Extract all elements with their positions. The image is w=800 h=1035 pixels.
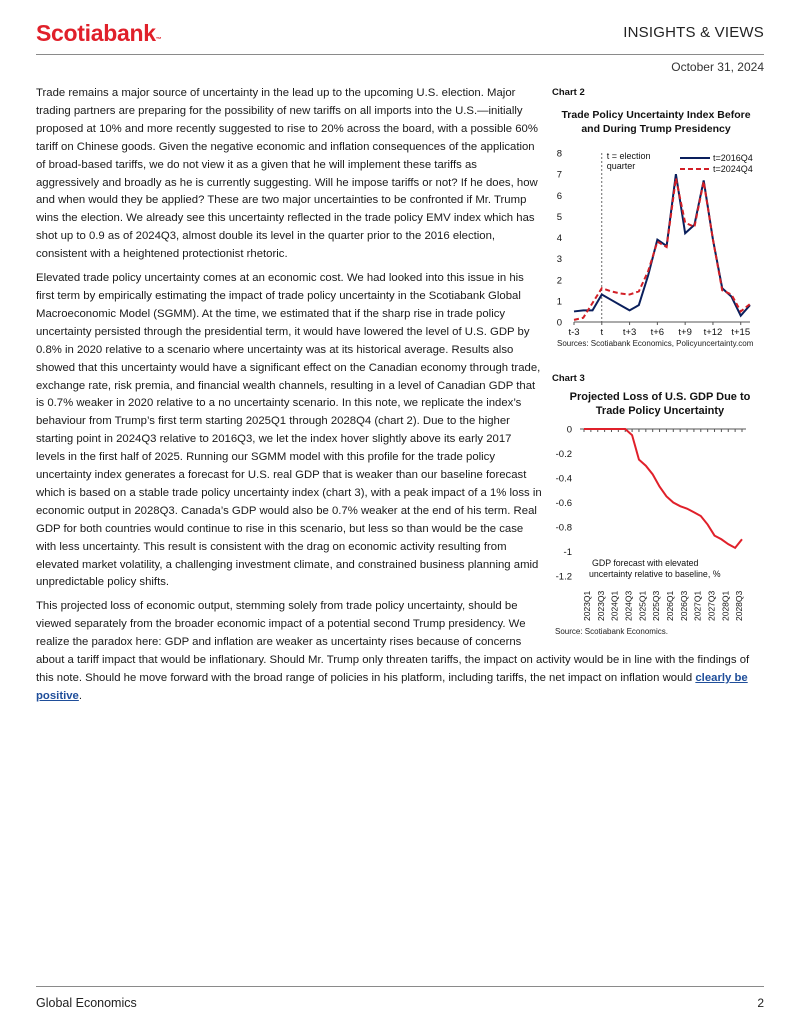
x-tick-label: 2025Q3 (651, 590, 662, 621)
chart-3-label: Chart 3 (552, 373, 585, 384)
chart-3-plot (530, 420, 770, 625)
x-tick-label: 2026Q3 (678, 590, 689, 621)
y-tick-label: 0 (566, 424, 572, 436)
x-tick-label: t+3 (622, 327, 637, 338)
footer-divider (36, 986, 764, 987)
trademark: ™ (155, 37, 162, 43)
page-number: 2 (757, 996, 764, 1010)
brand-name: Scotiabank (36, 20, 156, 46)
x-tick-label: t+6 (650, 327, 665, 338)
annotation-line-1: t = election (606, 151, 651, 161)
y-tick-label: 0 (556, 317, 562, 329)
x-tick-label: 2028Q1 (720, 590, 731, 621)
legend-label: t=2024Q4 (713, 164, 753, 174)
y-tick-label: -0.4 (555, 473, 572, 485)
x-tick-label: t+15 (731, 327, 751, 338)
x-tick-label: t+12 (703, 327, 723, 338)
paragraph-3-end: . (78, 689, 83, 702)
y-tick-label: 7 (556, 169, 562, 181)
gdp-loss-line (584, 429, 742, 548)
clearly-be-positive-link[interactable]: clearly be positive (36, 672, 748, 702)
x-tick-label: t (600, 327, 604, 338)
x-tick-label: t-3 (568, 327, 580, 338)
chart-2-plot (530, 140, 770, 340)
x-tick-label: t+9 (678, 327, 692, 338)
paragraph-3-text: This projected loss of economic output, stemming solely from trade policy uncertainty, should be viewed separately from the broader economic impact of a potential second Trump presidency. We realize the paradox here: GDP and inflation are weaker as uncertainty rises because of concerns about a tariff impact that would be inflationary. Should Mr. Trump only threaten tariffs, the impact on activity would be in line with the findings of this note. Should he move forward with the broad range of policies in his platform, including tariffs, the net impact on inflation would (36, 600, 750, 684)
y-tick-label: -0.2 (555, 449, 572, 460)
x-tick-label: 2027Q3 (706, 590, 717, 621)
y-tick-label: 2 (556, 275, 562, 287)
chart-2-title: Trade Policy Uncertainty Index Before and During Trump Presidency (561, 109, 751, 135)
chart-3-source: Source: Scotiabank Economics. (555, 627, 668, 636)
annotation-line-1: GDP forecast with elevated (592, 558, 699, 568)
x-tick-label: 2027Q1 (692, 590, 703, 621)
chart-2-source: Sources: Scotiabank Economics, Policyuncertainty.com (557, 339, 754, 348)
x-tick-label: 2024Q3 (623, 590, 634, 621)
series-line-t2016Q4 (574, 174, 750, 316)
legend-label: t=2016Q4 (713, 153, 753, 163)
y-tick-label: 3 (556, 254, 562, 266)
y-tick-label: -0.8 (555, 522, 572, 534)
x-tick-label: 2028Q3 (734, 590, 745, 621)
y-tick-label: 5 (556, 211, 562, 223)
chart-2-label: Chart 2 (552, 87, 585, 98)
footer-section-name: Global Economics (36, 996, 137, 1010)
x-tick-label: 2025Q1 (637, 590, 648, 621)
section-title: INSIGHTS & VIEWS (623, 24, 764, 41)
paragraph-2: Elevated trade policy uncertainty comes at an economic cost. We had looked into this issue in his first term by empirically estimating the impact of trade policy uncertainty in the Scotiabank Global Macroeconomic Model (SGMM). At the time, we estimated that if the sharp rise in trade policy uncertainty persisted through the presidential term, it would have lowered the level of U.S. GDP by 0.8% in 2020 relative to a scenario where uncertainty was at its historical average. Results also showed that this uncertainty would have a significant effect on the Canadian economy through trade, exchange rate, risk premia, and financial wealth channels, resulting in a level of Canadian GDP that is 0.7% weaker in 2020 relative to a no uncertainty scenario. In this note, we replicate the index’s behaviour from Trump’s first term starting 2025Q1 through 2028Q4 (chart 2). Due to the higher starting point in 2024Q3 relative to 2016Q3, we let the index hover slightly above its early 2017 levels in the first half of 2025. Running our SGMM model with this profile for the trade policy uncertainty index generates a forecast for U.S. real GDP that is weaker than our baseline forecast which is based on a stable trade policy uncertainty index (chart 3), with a peak impact of a 1% loss in economic output in 2028Q3. Canada’s GDP would also be 0.7% weaker at the end of his term. Real GDP for both countries would continue to rise in this scenario, but less so than would be the case with less uncertainty. This result is consistent with the drag on economic activity resulting from elevated market volatility, a challenging investment climate, and constrained business planning amid unpredictable policy shifts. (36, 272, 542, 589)
y-tick-label: -1 (563, 547, 572, 558)
annotation-line-2: uncertainty relative to baseline, % (589, 569, 721, 579)
x-tick-label: 2023Q1 (581, 590, 592, 621)
publication-date: October 31, 2024 (671, 60, 764, 74)
scotiabank-logo (36, 20, 161, 47)
y-tick-label: 1 (556, 296, 562, 308)
y-tick-label: 8 (556, 148, 562, 160)
y-tick-label: 4 (556, 233, 562, 244)
x-tick-label: 2024Q1 (609, 590, 620, 621)
paragraph-1: Trade remains a major source of uncertainty in the lead up to the upcoming U.S. election. Major trading partners are preparing for the possibility of new tariffs on all imports into the U.S.—initially proposed at 10% and more recently suggested to rise to 20% across the board, with a possible 60% tariff on Chinese goods. Given the negative economic and inflation consequences of the application of broad-based tariffs, we do not view it as a given that he will implement these tariffs as aggressively and broadly as he is currently suggesting. Will he impose tariffs or not? If he does, how and when would they be applied? These are two major uncertainties to be confronted if Mr. Trump wins the election. We already see this uncertainty reflected in the trade policy EMV index which has shot up to 0.9 as of 2024Q3, almost double its level in the quarter prior to the 2016 election, consistent with a heightened protectionist rhetoric. (36, 87, 538, 261)
y-tick-label: 6 (556, 190, 562, 202)
x-tick-label: 2023Q3 (595, 590, 606, 621)
y-tick-label: -0.6 (555, 498, 572, 509)
header-divider (36, 54, 764, 55)
annotation-line-2: quarter (606, 161, 636, 171)
chart-3-title: Projected Loss of U.S. GDP Due to Trade Policy Uncertainty (569, 391, 751, 417)
x-tick-label: 2026Q1 (664, 590, 675, 621)
y-tick-label: -1.2 (555, 571, 572, 583)
